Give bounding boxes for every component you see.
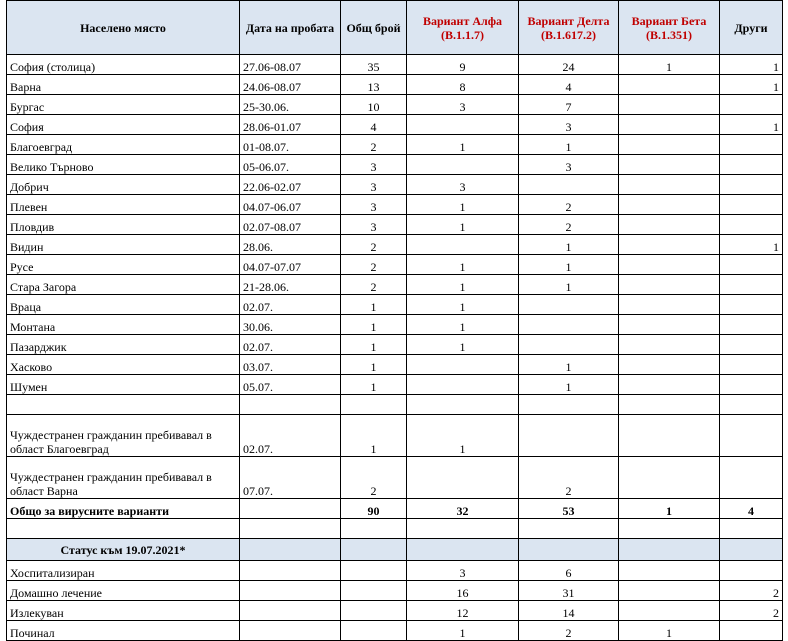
place-cell: Варна [7,75,240,95]
alpha-cell: 8 [407,75,519,95]
status-beta [619,601,720,621]
totals-row [7,499,783,519]
alpha-cell: 1 [407,135,519,155]
other-cell [720,175,783,195]
table-row [7,355,783,375]
totals-other: 4 [720,499,783,519]
status-date [240,601,341,621]
empty-cell [240,395,341,415]
alpha-cell [407,457,519,499]
table-row [7,195,783,215]
delta-cell [519,335,619,355]
place-cell: Чуждестранен гражданин пребивавал в област Варна [7,457,240,499]
delta-cell: 2 [519,195,619,215]
totals-beta: 1 [619,499,720,519]
status-total [341,601,407,621]
totals-total: 90 [341,499,407,519]
beta-cell [619,375,720,395]
total-cell: 2 [341,135,407,155]
date-cell: 22.06-02.07 [240,175,341,195]
status-row [7,601,783,621]
total-cell: 3 [341,195,407,215]
status-header-row [7,539,783,561]
totals-alpha: 32 [407,499,519,519]
place-cell: Бургас [7,95,240,115]
status-row [7,581,783,601]
place-cell: Хасково [7,355,240,375]
date-cell: 02.07. [240,295,341,315]
beta-cell [619,255,720,275]
status-total [341,581,407,601]
date-cell: 28.06-01.07 [240,115,341,135]
empty-cell [720,519,783,539]
delta-cell: 4 [519,75,619,95]
other-cell [720,155,783,175]
status-empty-cell [341,539,407,561]
alpha-cell: 3 [407,95,519,115]
other-cell [720,255,783,275]
delta-cell: 2 [519,215,619,235]
header-row [7,1,783,55]
beta-cell [619,295,720,315]
table-row [7,415,783,457]
status-label: Починал [7,621,240,641]
status-row [7,561,783,581]
date-cell: 07.07. [240,457,341,499]
status-label: Излекуван [7,601,240,621]
total-cell: 13 [341,75,407,95]
total-cell: 3 [341,215,407,235]
beta-cell [619,175,720,195]
date-cell: 24.06-08.07 [240,75,341,95]
alpha-cell: 9 [407,55,519,75]
status-alpha: 3 [407,561,519,581]
table-body [7,55,783,641]
alpha-cell [407,355,519,375]
beta-cell [619,95,720,115]
status-delta: 14 [519,601,619,621]
status-date [240,561,341,581]
other-cell [720,195,783,215]
date-cell: 28.06. [240,235,341,255]
total-cell: 4 [341,115,407,135]
date-cell: 01-08.07. [240,135,341,155]
total-cell: 1 [341,295,407,315]
beta-cell [619,457,720,499]
place-cell: Чуждестранен гражданин пребивавал в област Благоевград [7,415,240,457]
beta-cell: 1 [619,55,720,75]
place-cell: Плевен [7,195,240,215]
total-cell: 1 [341,315,407,335]
variants-table [6,0,783,641]
table-row [7,235,783,255]
beta-cell [619,315,720,335]
place-cell: Велико Търново [7,155,240,175]
status-empty-cell [407,539,519,561]
other-cell: 1 [720,115,783,135]
table-row [7,115,783,135]
status-empty-cell [720,539,783,561]
delta-cell: 24 [519,55,619,75]
status-alpha: 12 [407,601,519,621]
status-alpha: 16 [407,581,519,601]
alpha-cell: 1 [407,315,519,335]
empty-cell [341,519,407,539]
blank-row [7,519,783,539]
total-cell: 2 [341,255,407,275]
place-cell: Благоевград [7,135,240,155]
header-delta: Вариант Делта (B.1.617.2) [519,1,619,55]
delta-cell: 1 [519,255,619,275]
blank-row [7,395,783,415]
status-total [341,561,407,581]
beta-cell [619,335,720,355]
beta-cell [619,415,720,457]
total-cell: 3 [341,155,407,175]
delta-cell [519,415,619,457]
place-cell: Стара Загора [7,275,240,295]
status-other [720,621,783,641]
status-label: Домашно лечение [7,581,240,601]
empty-cell [240,519,341,539]
place-cell: София [7,115,240,135]
alpha-cell [407,115,519,135]
total-cell: 10 [341,95,407,115]
delta-cell: 1 [519,235,619,255]
beta-cell [619,155,720,175]
delta-cell: 7 [519,95,619,115]
other-cell [720,295,783,315]
beta-cell [619,195,720,215]
status-header: Статус към 19.07.2021* [7,539,240,561]
place-cell: София (столица) [7,55,240,75]
other-cell: 1 [720,75,783,95]
alpha-cell: 1 [407,415,519,457]
table-row [7,275,783,295]
total-cell: 1 [341,335,407,355]
other-cell [720,135,783,155]
place-cell: Видин [7,235,240,255]
header-other: Други [720,1,783,55]
delta-cell: 1 [519,375,619,395]
beta-cell [619,75,720,95]
other-cell [720,275,783,295]
status-date [240,621,341,641]
status-total [341,621,407,641]
table-row [7,295,783,315]
total-cell: 1 [341,415,407,457]
alpha-cell: 1 [407,215,519,235]
status-other: 2 [720,581,783,601]
status-beta [619,581,720,601]
delta-cell: 3 [519,115,619,135]
date-cell: 30.06. [240,315,341,335]
beta-cell [619,275,720,295]
empty-cell [7,395,240,415]
date-cell: 21-28.06. [240,275,341,295]
date-cell: 02.07. [240,335,341,355]
header-alpha: Вариант Алфа (B.1.1.7) [407,1,519,55]
table-row [7,255,783,275]
table-row [7,95,783,115]
total-cell: 2 [341,457,407,499]
header-beta: Вариант Бета (B.1.351) [619,1,720,55]
table-row [7,175,783,195]
table-row [7,135,783,155]
status-label: Хоспитализиран [7,561,240,581]
totals-date [240,499,341,519]
delta-cell: 1 [519,275,619,295]
delta-cell: 3 [519,155,619,175]
other-cell [720,215,783,235]
alpha-cell [407,235,519,255]
empty-cell [7,519,240,539]
header-total: Общ брой [341,1,407,55]
table-row [7,75,783,95]
status-date [240,581,341,601]
date-cell: 05.07. [240,375,341,395]
date-cell: 02.07-08.07 [240,215,341,235]
beta-cell [619,115,720,135]
header-place: Населено място [7,1,240,55]
table-row [7,315,783,335]
date-cell: 25-30.06. [240,95,341,115]
header-date: Дата на пробата [240,1,341,55]
other-cell [720,415,783,457]
beta-cell [619,235,720,255]
beta-cell [619,215,720,235]
place-cell: Монтана [7,315,240,335]
place-cell: Пловдив [7,215,240,235]
delta-cell: 1 [519,355,619,375]
totals-label: Общо за вирусните варианти [7,499,240,519]
delta-cell [519,295,619,315]
beta-cell [619,135,720,155]
alpha-cell: 1 [407,195,519,215]
other-cell: 1 [720,55,783,75]
table-row [7,55,783,75]
status-delta: 2 [519,621,619,641]
total-cell: 1 [341,375,407,395]
empty-cell [341,395,407,415]
status-empty-cell [240,539,341,561]
empty-cell [519,519,619,539]
place-cell: Добрич [7,175,240,195]
table-row [7,155,783,175]
date-cell: 03.07. [240,355,341,375]
empty-cell [407,519,519,539]
place-cell: Шумен [7,375,240,395]
status-beta: 1 [619,621,720,641]
total-cell: 35 [341,55,407,75]
alpha-cell: 3 [407,175,519,195]
table-row [7,215,783,235]
status-beta [619,561,720,581]
table-row [7,375,783,395]
place-cell: Русе [7,255,240,275]
other-cell [720,315,783,335]
date-cell: 27.06-08.07 [240,55,341,75]
empty-cell [720,395,783,415]
alpha-cell: 1 [407,295,519,315]
totals-delta: 53 [519,499,619,519]
empty-cell [619,519,720,539]
alpha-cell [407,155,519,175]
date-cell: 05-06.07. [240,155,341,175]
delta-cell: 2 [519,457,619,499]
empty-cell [619,395,720,415]
total-cell: 2 [341,275,407,295]
other-cell [720,457,783,499]
delta-cell [519,175,619,195]
delta-cell: 1 [519,135,619,155]
status-row [7,621,783,641]
status-other [720,561,783,581]
status-alpha: 1 [407,621,519,641]
other-cell [720,375,783,395]
other-cell: 1 [720,235,783,255]
other-cell [720,95,783,115]
table-row [7,335,783,355]
date-cell: 04.07-06.07 [240,195,341,215]
status-empty-cell [619,539,720,561]
empty-cell [407,395,519,415]
alpha-cell [407,375,519,395]
status-empty-cell [519,539,619,561]
alpha-cell: 1 [407,255,519,275]
status-delta: 31 [519,581,619,601]
other-cell [720,335,783,355]
status-delta: 6 [519,561,619,581]
empty-cell [519,395,619,415]
table-row [7,457,783,499]
status-other: 2 [720,601,783,621]
other-cell [720,355,783,375]
date-cell: 04.07-07.07 [240,255,341,275]
total-cell: 3 [341,175,407,195]
place-cell: Враца [7,295,240,315]
delta-cell [519,315,619,335]
place-cell: Пазарджик [7,335,240,355]
total-cell: 2 [341,235,407,255]
total-cell: 1 [341,355,407,375]
beta-cell [619,355,720,375]
alpha-cell: 1 [407,335,519,355]
alpha-cell: 1 [407,275,519,295]
date-cell: 02.07. [240,415,341,457]
